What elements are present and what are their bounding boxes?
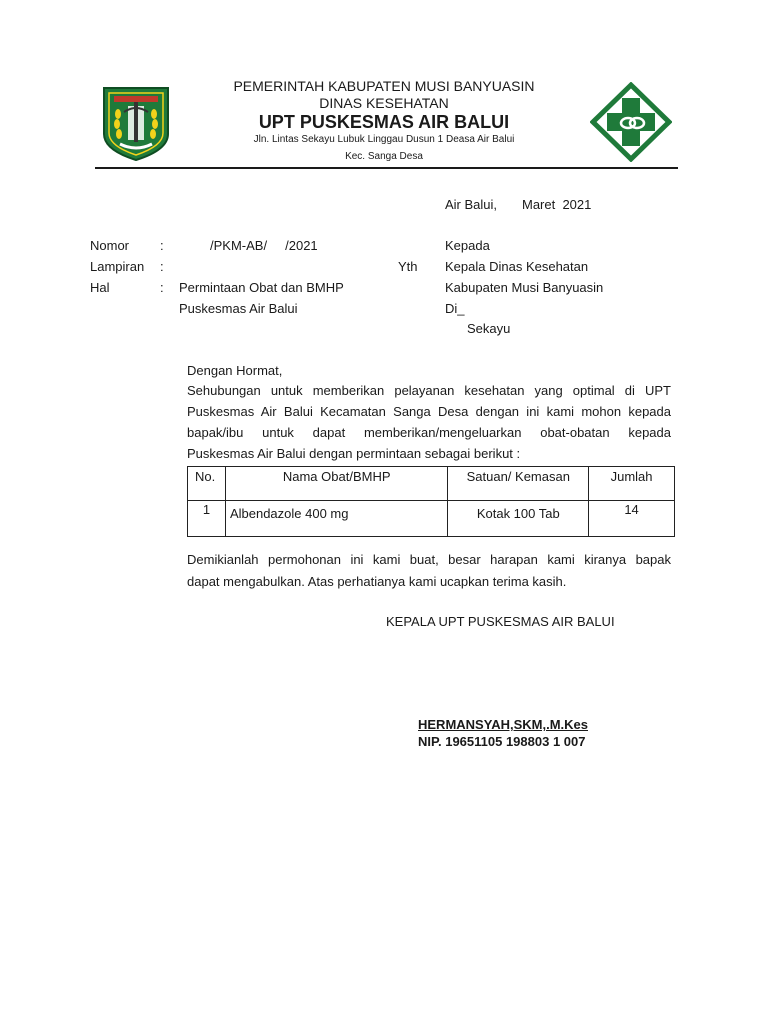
col-header-qty: Jumlah bbox=[589, 467, 675, 501]
col-header-name: Nama Obat/BMHP bbox=[225, 467, 447, 501]
header-line-1: PEMERINTAH KABUPATEN MUSI BANYUASIN bbox=[233, 78, 535, 94]
table-row bbox=[188, 501, 675, 537]
hal-colon: : bbox=[160, 280, 164, 295]
table-header-row bbox=[188, 467, 675, 501]
header-address-2: Kec. Sanga Desa bbox=[345, 151, 423, 162]
recipient-line-2: Kabupaten Musi Banyuasin bbox=[445, 280, 604, 295]
hal-value-2: Puskesmas Air Balui bbox=[179, 301, 298, 316]
hal-value-1: Permintaan Obat dan BMHP bbox=[179, 280, 344, 295]
closing-line: dapat mengabulkan. Atas perhatianya kami ucapkan terima kasih. bbox=[187, 574, 567, 589]
body-line: Puskesmas Air Balui dengan permintaan sebagai berikut : bbox=[187, 446, 521, 461]
closing-paragraph bbox=[187, 549, 671, 593]
greeting: Dengan Hormat, bbox=[187, 363, 283, 378]
recipient-line-4: Sekayu bbox=[467, 321, 511, 336]
cell-name: Albendazole 400 mg bbox=[225, 501, 447, 537]
closing-line: Demikianlah permohonan ini kami buat, besar harapan kami kiranya bapak bbox=[187, 552, 671, 567]
header-divider bbox=[95, 167, 678, 169]
signature-nip: NIP. 19651105 198803 1 007 bbox=[418, 734, 586, 749]
letter-place: Air Balui, bbox=[445, 197, 498, 212]
body-paragraph bbox=[187, 380, 671, 464]
recipient-line-1: Kepala Dinas Kesehatan bbox=[445, 259, 589, 274]
signature-title: KEPALA UPT PUSKESMAS AIR BALUI bbox=[386, 614, 615, 629]
nomor-colon: : bbox=[160, 238, 164, 253]
nomor-value: /PKM-AB/ /2021 bbox=[210, 238, 318, 253]
recipient-kepada: Kepada bbox=[445, 238, 490, 253]
lampiran-colon: : bbox=[160, 259, 164, 274]
body-line: Puskesmas Air Balui Kecamatan Sanga Desa dengan ini kami mohon kepada bbox=[187, 404, 671, 419]
col-header-no: No. bbox=[188, 467, 226, 501]
col-header-unit: Satuan/ Kemasan bbox=[448, 467, 589, 501]
cell-no: 1 bbox=[188, 501, 226, 537]
body-line: bapak/ibu untuk dapat memberikan/mengeluarkan obat-obatan kepada bbox=[187, 425, 671, 440]
recipient-line-3: Di_ bbox=[445, 301, 465, 316]
signature-name: HERMANSYAH,SKM,.M.Kes bbox=[418, 717, 588, 732]
letter-date: Maret 2021 bbox=[522, 197, 592, 212]
nomor-label: Nomor bbox=[90, 238, 130, 253]
hal-label: Hal bbox=[90, 280, 110, 295]
header-title: UPT PUSKESMAS AIR BALUI bbox=[258, 112, 510, 132]
body-line: Sehubungan untuk memberikan pelayanan kesehatan yang optimal di UPT bbox=[187, 383, 671, 398]
cell-unit: Kotak 100 Tab bbox=[448, 501, 589, 537]
recipient-yth: Yth bbox=[398, 259, 418, 274]
lampiran-label: Lampiran bbox=[90, 259, 145, 274]
header-line-2: DINAS KESEHATAN bbox=[319, 95, 449, 111]
header-address-1: Jln. Lintas Sekayu Lubuk Linggau Dusun 1 Deasa Air Balui bbox=[253, 134, 515, 145]
request-table bbox=[187, 466, 675, 537]
cell-qty: 14 bbox=[589, 501, 675, 537]
